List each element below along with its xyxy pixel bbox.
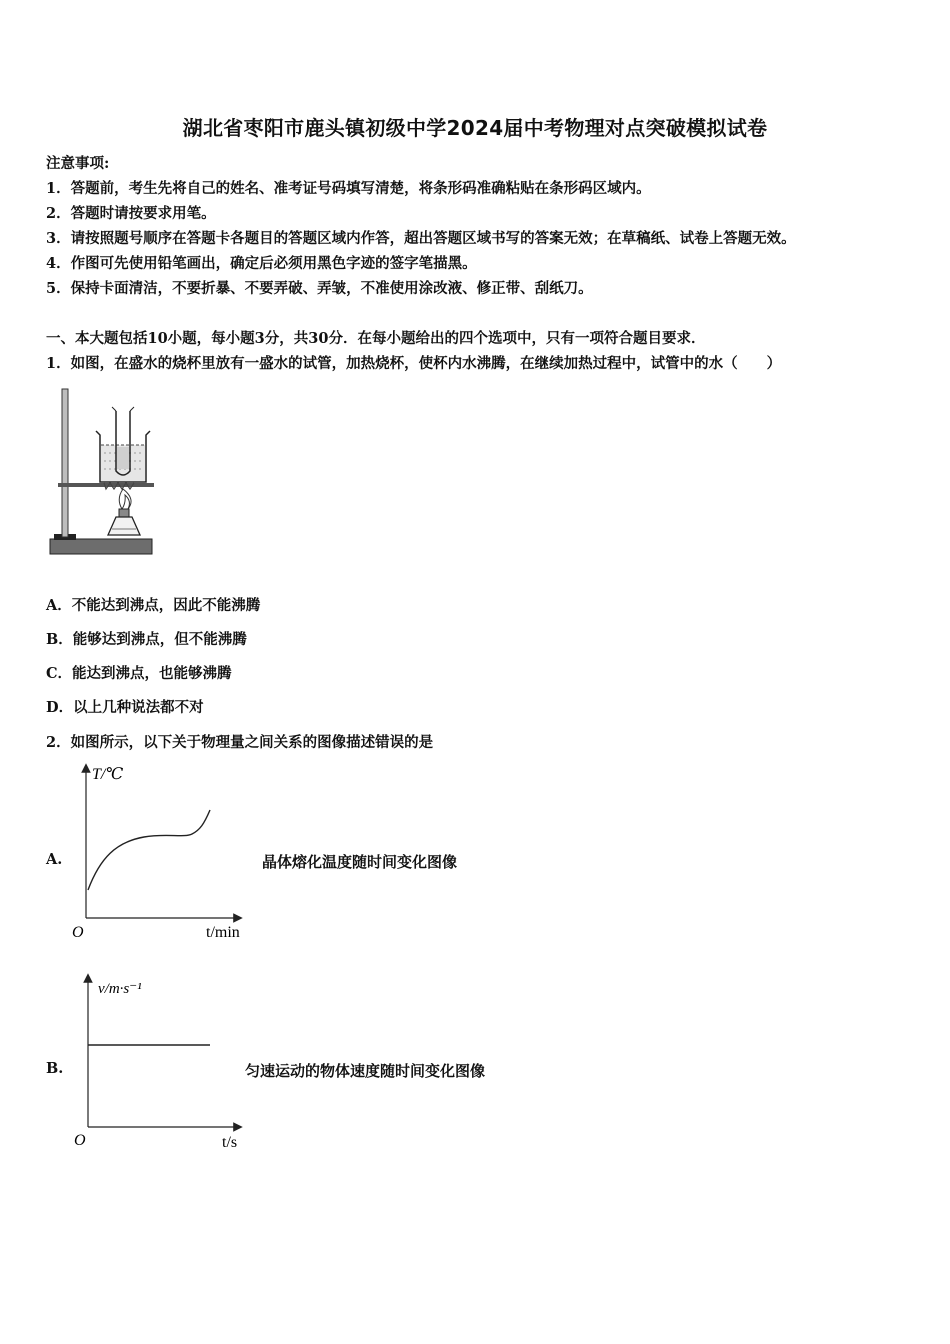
notice-item-4: 4．作图可先使用铅笔画出，确定后必须用黑色字迹的签字笔描黑。 <box>46 255 477 272</box>
notice-item-5: 5．保持卡面清洁，不要折暴、不要弄破、弄皱，不准使用涂改液、修正带、刮纸刀。 <box>46 280 593 297</box>
q2-option-b-label: B. <box>46 1060 64 1077</box>
uniform-speed-graph <box>66 970 266 1155</box>
notice-item-1: 1．答题前，考生先将自己的姓名、准考证号码填写清楚，将条形码准确粘贴在条形码区域内。 <box>46 180 651 197</box>
boiling-apparatus-figure <box>46 385 158 560</box>
notice-item-3: 3．请按照题号顺序在答题卡各题目的答题区域内作答，超出答题区域书写的答案无效；在草稿纸、试卷上答题无效。 <box>46 230 796 247</box>
graph-b-origin: O <box>74 1132 86 1149</box>
graph-b-x-label: t/s <box>222 1134 238 1151</box>
q2-option-a-caption: 晶体熔化温度随时间变化图像 <box>262 853 458 871</box>
notice-item-2: 2．答题时请按要求用笔。 <box>46 205 216 222</box>
q1-option-d: D．以上几种说法都不对 <box>46 699 204 716</box>
q1-option-c: C．能达到沸点，也能够沸腾 <box>46 665 232 682</box>
melting-temperature-graph <box>66 760 266 945</box>
graph-a-y-label: T/℃ <box>92 766 124 783</box>
notice-heading: 注意事项: <box>46 155 110 172</box>
melting-curve <box>88 810 210 890</box>
graph-a-origin: O <box>72 924 84 941</box>
q2-option-b-caption: 匀速运动的物体速度随时间变化图像 <box>245 1062 486 1080</box>
question-1-stem: 1．如图，在盛水的烧杯里放有一盛水的试管，加热烧杯，使杯内水沸腾，在继续加热过程中，试管中的水（ ） <box>46 355 782 372</box>
q1-option-b: B．能够达到沸点，但不能沸腾 <box>46 631 247 648</box>
question-2-stem: 2．如图所示，以下关于物理量之间关系的图像描述错误的是 <box>46 734 434 751</box>
section-heading: 一、本大题包括10小题，每小题3分，共30分．在每小题给出的四个选项中，只有一项符合题目要求． <box>46 330 706 347</box>
graph-b-y-label: v/m·s⁻¹ <box>98 981 142 997</box>
graph-a-x-label: t/min <box>206 924 240 941</box>
q2-option-a-label: A. <box>46 851 63 868</box>
page-title: 湖北省枣阳市鹿头镇初级中学2024届中考物理对点突破模拟试卷 <box>182 116 768 140</box>
q1-option-a: A．不能达到沸点，因此不能沸腾 <box>46 597 261 614</box>
